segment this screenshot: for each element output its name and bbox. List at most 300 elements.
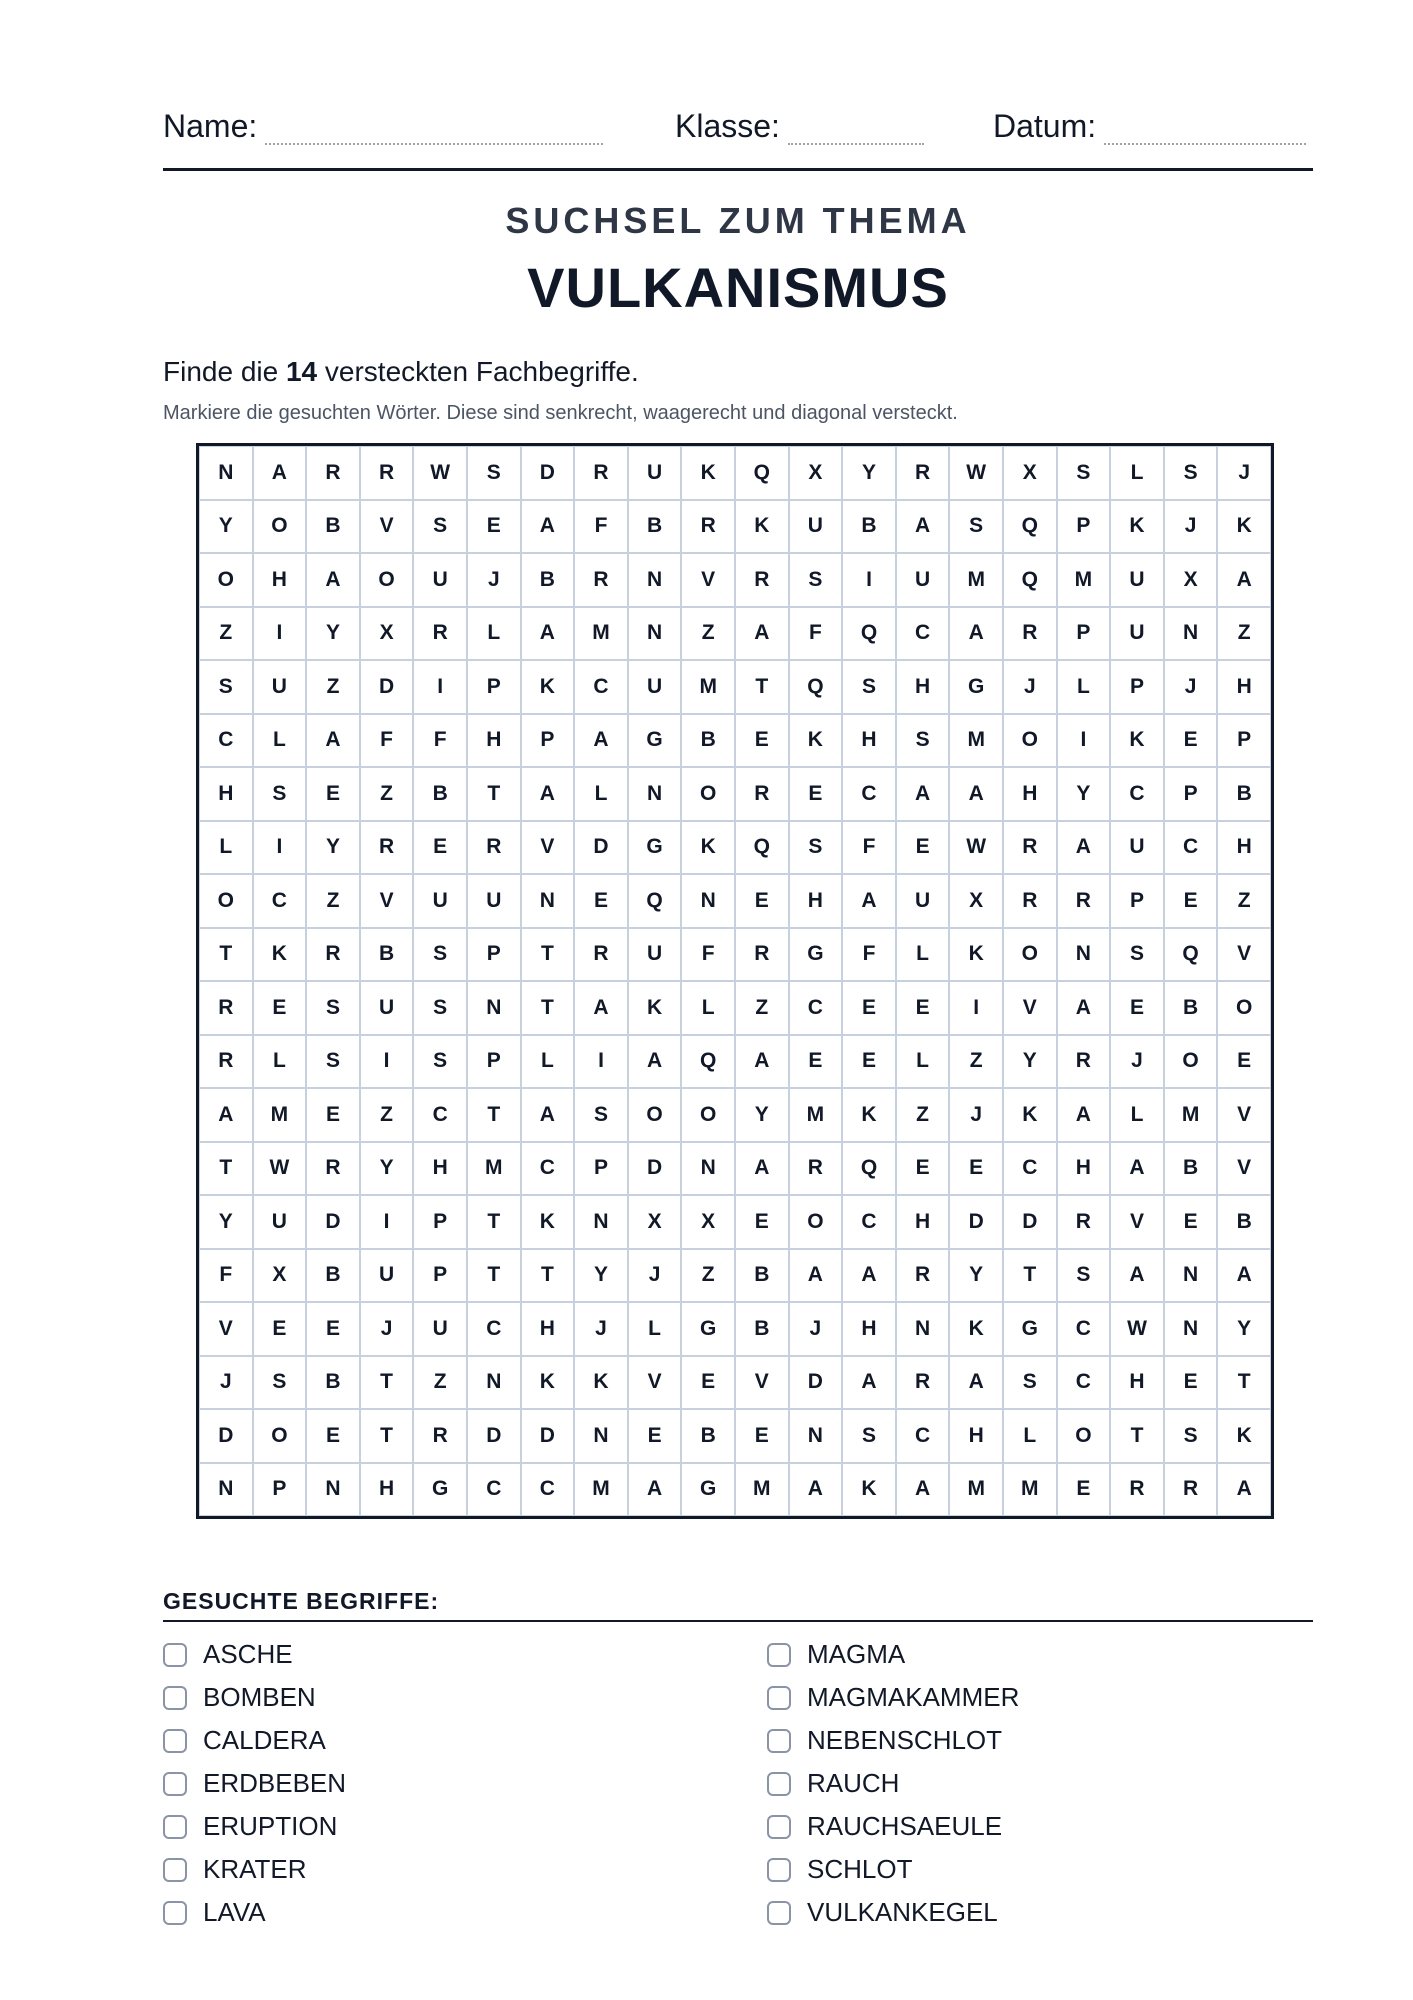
grid-cell[interactable]: N <box>575 1410 627 1462</box>
grid-cell[interactable]: P <box>522 715 574 767</box>
grid-cell[interactable]: A <box>1218 1250 1270 1302</box>
grid-cell[interactable]: U <box>1111 822 1163 874</box>
grid-cell[interactable]: H <box>1218 661 1270 713</box>
grid-cell[interactable]: U <box>629 661 681 713</box>
grid-cell[interactable]: E <box>1165 1196 1217 1248</box>
grid-cell[interactable]: Q <box>843 608 895 660</box>
grid-cell[interactable]: R <box>736 929 788 981</box>
grid-cell[interactable]: S <box>414 501 466 553</box>
grid-cell[interactable]: S <box>307 1036 359 1088</box>
grid-cell[interactable]: T <box>522 929 574 981</box>
grid-cell[interactable]: R <box>1058 1036 1110 1088</box>
grid-cell[interactable]: C <box>254 875 306 927</box>
grid-cell[interactable]: G <box>950 661 1002 713</box>
grid-cell[interactable]: K <box>950 929 1002 981</box>
grid-cell[interactable]: B <box>1165 982 1217 1034</box>
grid-cell[interactable]: N <box>1058 929 1110 981</box>
grid-cell[interactable]: H <box>843 1303 895 1355</box>
grid-cell[interactable]: H <box>361 1464 413 1516</box>
grid-cell[interactable]: U <box>361 982 413 1034</box>
grid-cell[interactable]: F <box>361 715 413 767</box>
grid-cell[interactable]: T <box>468 768 520 820</box>
grid-cell[interactable]: Q <box>1004 554 1056 606</box>
grid-cell[interactable]: U <box>897 554 949 606</box>
grid-cell[interactable]: E <box>1218 1036 1270 1088</box>
grid-cell[interactable]: T <box>361 1410 413 1462</box>
klasse-line[interactable] <box>788 119 924 145</box>
grid-cell[interactable]: A <box>1218 554 1270 606</box>
grid-cell[interactable]: V <box>629 1357 681 1409</box>
grid-cell[interactable]: Q <box>1165 929 1217 981</box>
grid-cell[interactable]: A <box>790 1464 842 1516</box>
grid-cell[interactable]: K <box>682 447 734 499</box>
grid-cell[interactable]: U <box>629 447 681 499</box>
grid-cell[interactable]: W <box>1111 1303 1163 1355</box>
grid-cell[interactable]: A <box>629 1036 681 1088</box>
grid-cell[interactable]: T <box>468 1250 520 1302</box>
grid-cell[interactable]: C <box>1165 822 1217 874</box>
grid-cell[interactable]: S <box>790 822 842 874</box>
grid-cell[interactable]: W <box>254 1143 306 1195</box>
grid-cell[interactable]: F <box>790 608 842 660</box>
grid-cell[interactable]: R <box>575 554 627 606</box>
grid-cell[interactable]: G <box>629 822 681 874</box>
grid-cell[interactable]: S <box>200 661 252 713</box>
grid-cell[interactable]: Y <box>843 447 895 499</box>
grid-cell[interactable]: R <box>307 929 359 981</box>
term-checkbox[interactable] <box>163 1901 187 1925</box>
grid-cell[interactable]: H <box>790 875 842 927</box>
grid-cell[interactable]: J <box>790 1303 842 1355</box>
grid-cell[interactable]: E <box>307 1303 359 1355</box>
grid-cell[interactable]: O <box>1058 1410 1110 1462</box>
grid-cell[interactable]: I <box>254 608 306 660</box>
grid-cell[interactable]: O <box>1004 929 1056 981</box>
grid-cell[interactable]: T <box>1218 1357 1270 1409</box>
grid-cell[interactable]: A <box>950 608 1002 660</box>
grid-cell[interactable]: K <box>736 501 788 553</box>
grid-cell[interactable]: V <box>1218 1089 1270 1141</box>
grid-cell[interactable]: X <box>1165 554 1217 606</box>
grid-cell[interactable]: N <box>629 608 681 660</box>
grid-cell[interactable]: Q <box>682 1036 734 1088</box>
grid-cell[interactable]: E <box>1058 1464 1110 1516</box>
grid-cell[interactable]: U <box>1111 554 1163 606</box>
grid-cell[interactable]: U <box>254 1196 306 1248</box>
grid-cell[interactable]: R <box>790 1143 842 1195</box>
grid-cell[interactable]: N <box>468 1357 520 1409</box>
grid-cell[interactable]: E <box>1165 715 1217 767</box>
grid-cell[interactable]: I <box>950 982 1002 1034</box>
grid-cell[interactable]: L <box>629 1303 681 1355</box>
grid-cell[interactable]: N <box>629 554 681 606</box>
grid-cell[interactable]: O <box>200 554 252 606</box>
grid-cell[interactable]: J <box>361 1303 413 1355</box>
grid-cell[interactable]: L <box>1004 1410 1056 1462</box>
grid-cell[interactable]: H <box>1218 822 1270 874</box>
grid-cell[interactable]: N <box>1165 1303 1217 1355</box>
grid-cell[interactable]: O <box>1218 982 1270 1034</box>
grid-cell[interactable]: A <box>1058 822 1110 874</box>
grid-cell[interactable]: B <box>307 1357 359 1409</box>
grid-cell[interactable]: I <box>1058 715 1110 767</box>
grid-cell[interactable]: K <box>1218 1410 1270 1462</box>
grid-cell[interactable]: A <box>843 1250 895 1302</box>
grid-cell[interactable]: N <box>200 1464 252 1516</box>
grid-cell[interactable]: C <box>414 1089 466 1141</box>
grid-cell[interactable]: C <box>1111 768 1163 820</box>
term-checkbox[interactable] <box>163 1729 187 1753</box>
grid-cell[interactable]: Z <box>950 1036 1002 1088</box>
grid-cell[interactable]: B <box>843 501 895 553</box>
grid-cell[interactable]: N <box>897 1303 949 1355</box>
grid-cell[interactable]: T <box>1004 1250 1056 1302</box>
grid-cell[interactable]: M <box>1165 1089 1217 1141</box>
grid-cell[interactable]: I <box>575 1036 627 1088</box>
grid-cell[interactable]: S <box>254 768 306 820</box>
grid-cell[interactable]: C <box>575 661 627 713</box>
grid-cell[interactable]: B <box>682 715 734 767</box>
grid-cell[interactable]: J <box>1218 447 1270 499</box>
term-checkbox[interactable] <box>767 1858 791 1882</box>
grid-cell[interactable]: K <box>682 822 734 874</box>
grid-cell[interactable]: E <box>1111 982 1163 1034</box>
grid-cell[interactable]: E <box>1165 1357 1217 1409</box>
grid-cell[interactable]: W <box>950 822 1002 874</box>
grid-cell[interactable]: S <box>307 982 359 1034</box>
grid-cell[interactable]: A <box>897 768 949 820</box>
grid-cell[interactable]: N <box>629 768 681 820</box>
grid-cell[interactable]: F <box>575 501 627 553</box>
grid-cell[interactable]: Y <box>1218 1303 1270 1355</box>
grid-cell[interactable]: K <box>950 1303 1002 1355</box>
grid-cell[interactable]: X <box>950 875 1002 927</box>
grid-cell[interactable]: Y <box>575 1250 627 1302</box>
grid-cell[interactable]: P <box>414 1196 466 1248</box>
grid-cell[interactable]: R <box>468 822 520 874</box>
grid-cell[interactable]: A <box>843 875 895 927</box>
grid-cell[interactable]: G <box>1004 1303 1056 1355</box>
grid-cell[interactable]: D <box>522 1410 574 1462</box>
grid-cell[interactable]: O <box>682 768 734 820</box>
grid-cell[interactable]: O <box>1004 715 1056 767</box>
grid-cell[interactable]: R <box>1058 875 1110 927</box>
grid-cell[interactable]: X <box>629 1196 681 1248</box>
grid-cell[interactable]: B <box>414 768 466 820</box>
grid-cell[interactable]: X <box>682 1196 734 1248</box>
grid-cell[interactable]: A <box>950 1357 1002 1409</box>
grid-cell[interactable]: K <box>1004 1089 1056 1141</box>
grid-cell[interactable]: Z <box>682 1250 734 1302</box>
grid-cell[interactable]: R <box>1004 608 1056 660</box>
grid-cell[interactable]: E <box>897 982 949 1034</box>
grid-cell[interactable]: R <box>414 608 466 660</box>
grid-cell[interactable]: G <box>682 1303 734 1355</box>
grid-cell[interactable]: S <box>575 1089 627 1141</box>
grid-cell[interactable]: V <box>1111 1196 1163 1248</box>
grid-cell[interactable]: A <box>307 715 359 767</box>
grid-cell[interactable]: C <box>522 1143 574 1195</box>
grid-cell[interactable]: Z <box>307 661 359 713</box>
grid-cell[interactable]: R <box>575 929 627 981</box>
grid-cell[interactable]: T <box>200 1143 252 1195</box>
grid-cell[interactable]: K <box>1111 715 1163 767</box>
grid-cell[interactable]: A <box>1111 1250 1163 1302</box>
grid-cell[interactable]: V <box>522 822 574 874</box>
grid-cell[interactable]: E <box>897 822 949 874</box>
grid-cell[interactable]: N <box>200 447 252 499</box>
grid-cell[interactable]: S <box>414 929 466 981</box>
grid-cell[interactable]: M <box>1004 1464 1056 1516</box>
grid-cell[interactable]: A <box>522 608 574 660</box>
grid-cell[interactable]: A <box>254 447 306 499</box>
grid-cell[interactable]: S <box>1004 1357 1056 1409</box>
term-checkbox[interactable] <box>163 1686 187 1710</box>
grid-cell[interactable]: R <box>897 1250 949 1302</box>
grid-cell[interactable]: M <box>950 1464 1002 1516</box>
grid-cell[interactable]: S <box>1165 1410 1217 1462</box>
grid-cell[interactable]: O <box>629 1089 681 1141</box>
grid-cell[interactable]: X <box>254 1250 306 1302</box>
grid-cell[interactable]: M <box>950 715 1002 767</box>
grid-cell[interactable]: Y <box>736 1089 788 1141</box>
grid-cell[interactable]: N <box>575 1196 627 1248</box>
grid-cell[interactable]: P <box>1058 608 1110 660</box>
name-line[interactable] <box>265 119 603 145</box>
grid-cell[interactable]: R <box>682 501 734 553</box>
grid-cell[interactable]: R <box>575 447 627 499</box>
grid-cell[interactable]: P <box>468 661 520 713</box>
grid-cell[interactable]: E <box>950 1143 1002 1195</box>
grid-cell[interactable]: E <box>843 982 895 1034</box>
grid-cell[interactable]: Z <box>361 1089 413 1141</box>
grid-cell[interactable]: J <box>1004 661 1056 713</box>
grid-cell[interactable]: N <box>1165 608 1217 660</box>
grid-cell[interactable]: A <box>575 982 627 1034</box>
grid-cell[interactable]: U <box>1111 608 1163 660</box>
grid-cell[interactable]: S <box>414 982 466 1034</box>
grid-cell[interactable]: T <box>522 1250 574 1302</box>
grid-cell[interactable]: K <box>575 1357 627 1409</box>
grid-cell[interactable]: V <box>200 1303 252 1355</box>
grid-cell[interactable]: S <box>414 1036 466 1088</box>
grid-cell[interactable]: E <box>897 1143 949 1195</box>
grid-cell[interactable]: D <box>790 1357 842 1409</box>
grid-cell[interactable]: A <box>1218 1464 1270 1516</box>
grid-cell[interactable]: H <box>468 715 520 767</box>
grid-cell[interactable]: A <box>790 1250 842 1302</box>
grid-cell[interactable]: M <box>468 1143 520 1195</box>
grid-cell[interactable]: Z <box>200 608 252 660</box>
grid-cell[interactable]: M <box>575 608 627 660</box>
grid-cell[interactable]: R <box>1111 1464 1163 1516</box>
grid-cell[interactable]: U <box>790 501 842 553</box>
grid-cell[interactable]: Y <box>1058 768 1110 820</box>
grid-cell[interactable]: V <box>1004 982 1056 1034</box>
grid-cell[interactable]: L <box>468 608 520 660</box>
grid-cell[interactable]: B <box>1218 768 1270 820</box>
grid-cell[interactable]: J <box>1165 501 1217 553</box>
grid-cell[interactable]: U <box>897 875 949 927</box>
grid-cell[interactable]: A <box>897 501 949 553</box>
grid-cell[interactable]: B <box>682 1410 734 1462</box>
grid-cell[interactable]: U <box>361 1250 413 1302</box>
grid-cell[interactable]: G <box>790 929 842 981</box>
grid-cell[interactable]: U <box>629 929 681 981</box>
term-checkbox[interactable] <box>767 1686 791 1710</box>
grid-cell[interactable]: M <box>575 1464 627 1516</box>
grid-cell[interactable]: L <box>1058 661 1110 713</box>
grid-cell[interactable]: L <box>200 822 252 874</box>
word-search-grid[interactable] <box>196 443 1274 1519</box>
grid-cell[interactable]: R <box>1004 875 1056 927</box>
grid-cell[interactable]: A <box>897 1464 949 1516</box>
grid-cell[interactable]: P <box>1111 875 1163 927</box>
grid-cell[interactable]: E <box>254 1303 306 1355</box>
grid-cell[interactable]: R <box>307 447 359 499</box>
grid-cell[interactable]: A <box>629 1464 681 1516</box>
grid-cell[interactable]: A <box>1058 1089 1110 1141</box>
grid-cell[interactable]: R <box>307 1143 359 1195</box>
grid-cell[interactable]: Z <box>414 1357 466 1409</box>
grid-cell[interactable]: P <box>1165 768 1217 820</box>
grid-cell[interactable]: D <box>307 1196 359 1248</box>
grid-cell[interactable]: O <box>682 1089 734 1141</box>
grid-cell[interactable]: H <box>200 768 252 820</box>
term-checkbox[interactable] <box>767 1729 791 1753</box>
term-checkbox[interactable] <box>163 1815 187 1839</box>
datum-field[interactable] <box>993 108 1306 145</box>
grid-cell[interactable]: C <box>1058 1303 1110 1355</box>
grid-cell[interactable]: B <box>361 929 413 981</box>
grid-cell[interactable]: C <box>468 1464 520 1516</box>
grid-cell[interactable]: V <box>361 501 413 553</box>
grid-cell[interactable]: H <box>897 1196 949 1248</box>
grid-cell[interactable]: B <box>736 1250 788 1302</box>
grid-cell[interactable]: C <box>790 982 842 1034</box>
grid-cell[interactable]: U <box>254 661 306 713</box>
grid-cell[interactable]: K <box>843 1089 895 1141</box>
grid-cell[interactable]: R <box>361 822 413 874</box>
grid-cell[interactable]: U <box>468 875 520 927</box>
grid-cell[interactable]: A <box>522 1089 574 1141</box>
grid-cell[interactable]: Q <box>736 822 788 874</box>
grid-cell[interactable]: E <box>790 768 842 820</box>
term-checkbox[interactable] <box>163 1772 187 1796</box>
grid-cell[interactable]: L <box>575 768 627 820</box>
grid-cell[interactable]: L <box>1111 447 1163 499</box>
grid-cell[interactable]: S <box>254 1357 306 1409</box>
term-checkbox[interactable] <box>163 1643 187 1667</box>
name-field[interactable] <box>163 108 603 145</box>
grid-cell[interactable]: J <box>200 1357 252 1409</box>
grid-cell[interactable]: K <box>522 1196 574 1248</box>
grid-cell[interactable]: A <box>575 715 627 767</box>
grid-cell[interactable]: A <box>522 501 574 553</box>
grid-cell[interactable]: C <box>897 608 949 660</box>
grid-cell[interactable]: O <box>361 554 413 606</box>
grid-cell[interactable]: R <box>1004 822 1056 874</box>
grid-cell[interactable]: B <box>307 501 359 553</box>
grid-cell[interactable]: E <box>1165 875 1217 927</box>
grid-cell[interactable]: T <box>361 1357 413 1409</box>
grid-cell[interactable]: A <box>200 1089 252 1141</box>
grid-cell[interactable]: Z <box>682 608 734 660</box>
grid-cell[interactable]: S <box>468 447 520 499</box>
grid-cell[interactable]: E <box>468 501 520 553</box>
grid-cell[interactable]: J <box>575 1303 627 1355</box>
grid-cell[interactable]: S <box>1165 447 1217 499</box>
grid-cell[interactable]: R <box>414 1410 466 1462</box>
grid-cell[interactable]: S <box>897 715 949 767</box>
grid-cell[interactable]: A <box>736 1036 788 1088</box>
grid-cell[interactable]: I <box>843 554 895 606</box>
grid-cell[interactable]: E <box>307 1089 359 1141</box>
grid-cell[interactable]: B <box>307 1250 359 1302</box>
grid-cell[interactable]: I <box>414 661 466 713</box>
grid-cell[interactable]: P <box>1218 715 1270 767</box>
grid-cell[interactable]: G <box>629 715 681 767</box>
grid-cell[interactable]: D <box>1004 1196 1056 1248</box>
grid-cell[interactable]: K <box>1111 501 1163 553</box>
grid-cell[interactable]: V <box>736 1357 788 1409</box>
grid-cell[interactable]: M <box>790 1089 842 1141</box>
grid-cell[interactable]: E <box>307 768 359 820</box>
grid-cell[interactable]: A <box>843 1357 895 1409</box>
grid-cell[interactable]: N <box>468 982 520 1034</box>
grid-cell[interactable]: R <box>736 768 788 820</box>
grid-cell[interactable]: T <box>736 661 788 713</box>
grid-cell[interactable]: D <box>629 1143 681 1195</box>
term-checkbox[interactable] <box>767 1815 791 1839</box>
grid-cell[interactable]: B <box>1218 1196 1270 1248</box>
grid-cell[interactable]: C <box>843 1196 895 1248</box>
grid-cell[interactable]: U <box>414 554 466 606</box>
grid-cell[interactable]: J <box>1111 1036 1163 1088</box>
grid-cell[interactable]: O <box>254 501 306 553</box>
grid-cell[interactable]: U <box>414 875 466 927</box>
grid-cell[interactable]: K <box>790 715 842 767</box>
grid-cell[interactable]: R <box>1165 1464 1217 1516</box>
grid-cell[interactable]: K <box>1218 501 1270 553</box>
grid-cell[interactable]: I <box>361 1196 413 1248</box>
grid-cell[interactable]: K <box>522 1357 574 1409</box>
grid-cell[interactable]: T <box>200 929 252 981</box>
grid-cell[interactable]: R <box>361 447 413 499</box>
grid-cell[interactable]: R <box>736 554 788 606</box>
grid-cell[interactable]: E <box>736 1196 788 1248</box>
grid-cell[interactable]: M <box>682 661 734 713</box>
grid-cell[interactable]: H <box>897 661 949 713</box>
grid-cell[interactable]: I <box>254 822 306 874</box>
grid-cell[interactable]: Y <box>1004 1036 1056 1088</box>
grid-cell[interactable]: A <box>736 608 788 660</box>
grid-cell[interactable]: M <box>736 1464 788 1516</box>
grid-cell[interactable]: H <box>522 1303 574 1355</box>
grid-cell[interactable]: C <box>200 715 252 767</box>
grid-cell[interactable]: G <box>414 1464 466 1516</box>
grid-cell[interactable]: F <box>200 1250 252 1302</box>
grid-cell[interactable]: Q <box>629 875 681 927</box>
grid-cell[interactable]: H <box>1111 1357 1163 1409</box>
grid-cell[interactable]: G <box>682 1464 734 1516</box>
term-checkbox[interactable] <box>767 1643 791 1667</box>
grid-cell[interactable]: P <box>414 1250 466 1302</box>
grid-cell[interactable]: H <box>1058 1143 1110 1195</box>
grid-cell[interactable]: E <box>843 1036 895 1088</box>
grid-cell[interactable]: C <box>843 768 895 820</box>
grid-cell[interactable]: N <box>682 875 734 927</box>
